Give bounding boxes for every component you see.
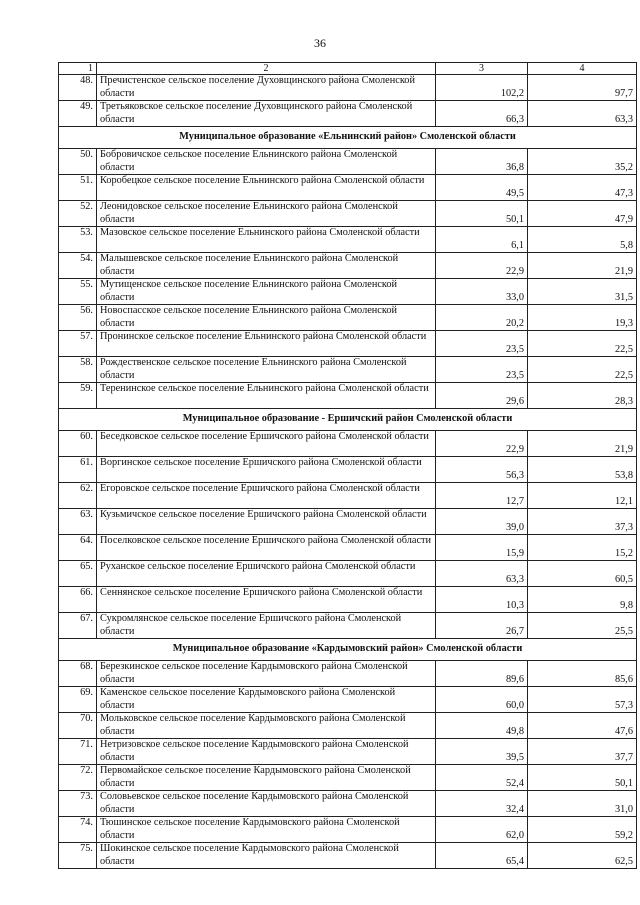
settlement-name: Воргинское сельское поселение Ершичского района Смоленской области (97, 457, 436, 483)
value-col-3: 39,5 (436, 739, 528, 765)
row-number: 71. (59, 739, 97, 765)
value-col-4: 53,8 (528, 457, 637, 483)
table-row (59, 175, 637, 201)
row-number: 60. (59, 431, 97, 457)
header-col-4: 4 (528, 63, 637, 75)
value-col-3: 29,6 (436, 383, 528, 409)
settlement-name: Сукромлянское сельское поселение Ершичского района Смоленской области (97, 613, 436, 639)
value-col-3: 52,4 (436, 765, 528, 791)
value-col-3: 56,3 (436, 457, 528, 483)
table-row (59, 765, 637, 791)
section-title: Муниципальное образование - Ершичский район Смоленской области (59, 409, 637, 431)
value-col-3: 12,7 (436, 483, 528, 509)
row-number: 59. (59, 383, 97, 409)
value-col-3: 60,0 (436, 687, 528, 713)
value-col-4: 15,2 (528, 535, 637, 561)
settlement-name: Тюшинское сельское поселение Кардымовского района Смоленской области (97, 817, 436, 843)
settlement-name: Малышевское сельское поселение Ельнинского района Смоленской области (97, 253, 436, 279)
table-row (59, 535, 637, 561)
value-col-3: 10,3 (436, 587, 528, 613)
value-col-3: 49,5 (436, 175, 528, 201)
value-col-4: 57,3 (528, 687, 637, 713)
value-col-3: 63,3 (436, 561, 528, 587)
table-row (59, 383, 637, 409)
row-number: 73. (59, 791, 97, 817)
value-col-3: 26,7 (436, 613, 528, 639)
table-row (59, 227, 637, 253)
row-number: 62. (59, 483, 97, 509)
value-col-3: 36,8 (436, 149, 528, 175)
table-row (59, 587, 637, 613)
header-col-2: 2 (97, 63, 436, 75)
value-col-4: 22,5 (528, 331, 637, 357)
table-row (59, 201, 637, 227)
table-row (59, 509, 637, 535)
settlement-name: Беседковское сельское поселение Ершичского района Смоленской области (97, 431, 436, 457)
value-col-4: 62,5 (528, 843, 637, 869)
settlement-name: Мазовское сельское поселение Ельнинского района Смоленской области (97, 227, 436, 253)
table-row (59, 613, 637, 639)
value-col-3: 23,5 (436, 331, 528, 357)
value-col-3: 62,0 (436, 817, 528, 843)
table-row (59, 357, 637, 383)
value-col-3: 65,4 (436, 843, 528, 869)
value-col-4: 60,5 (528, 561, 637, 587)
value-col-4: 47,9 (528, 201, 637, 227)
value-col-3: 102,2 (436, 75, 528, 101)
settlement-name: Пречистенское сельское поселение Духовщинского района Смоленской области (97, 75, 436, 101)
settlement-name: Новоспасское сельское поселение Ельнинского района Смоленской области (97, 305, 436, 331)
settlement-name: Леонидовское сельское поселение Ельнинского района Смоленской области (97, 201, 436, 227)
row-number: 55. (59, 279, 97, 305)
row-number: 49. (59, 101, 97, 127)
settlement-name: Шокинское сельское поселение Кардымовского района Смоленской области (97, 843, 436, 869)
value-col-4: 28,3 (528, 383, 637, 409)
row-number: 63. (59, 509, 97, 535)
row-number: 74. (59, 817, 97, 843)
table-row (59, 687, 637, 713)
table-row (59, 791, 637, 817)
row-number: 69. (59, 687, 97, 713)
value-col-4: 97,7 (528, 75, 637, 101)
settlement-name: Рождественское сельское поселение Ельнинского района Смоленской области (97, 357, 436, 383)
value-col-4: 85,6 (528, 661, 637, 687)
settlement-name: Руханское сельское поселение Ершичского района Смоленской области (97, 561, 436, 587)
row-number: 50. (59, 149, 97, 175)
table-row (59, 253, 637, 279)
table-row (59, 739, 637, 765)
value-col-3: 22,9 (436, 253, 528, 279)
row-number: 52. (59, 201, 97, 227)
value-col-3: 49,8 (436, 713, 528, 739)
value-col-4: 35,2 (528, 149, 637, 175)
row-number: 67. (59, 613, 97, 639)
settlement-name: Мольковское сельское поселение Кардымовского района Смоленской области (97, 713, 436, 739)
value-col-4: 59,2 (528, 817, 637, 843)
table-row (59, 561, 637, 587)
settlement-name: Сеннянское сельское поселение Ершичского района Смоленской области (97, 587, 436, 613)
value-col-3: 33,0 (436, 279, 528, 305)
row-number: 61. (59, 457, 97, 483)
table-row (59, 149, 637, 175)
settlement-name: Бобровичское сельское поселение Ельнинского района Смоленской области (97, 149, 436, 175)
value-col-4: 5,8 (528, 227, 637, 253)
value-col-4: 37,3 (528, 509, 637, 535)
value-col-4: 21,9 (528, 431, 637, 457)
value-col-4: 9,8 (528, 587, 637, 613)
value-col-4: 63,3 (528, 101, 637, 127)
table-row (59, 843, 637, 869)
value-col-3: 32,4 (436, 791, 528, 817)
value-col-3: 50,1 (436, 201, 528, 227)
settlement-name: Мутищенское сельское поселение Ельнинского района Смоленской области (97, 279, 436, 305)
settlement-name: Коробецкое сельское поселение Ельнинского района Смоленской области (97, 175, 436, 201)
row-number: 53. (59, 227, 97, 253)
value-col-4: 21,9 (528, 253, 637, 279)
settlement-name: Теренинское сельское поселение Ельнинского района Смоленской области (97, 383, 436, 409)
settlement-name: Соловьевское сельское поселение Кардымовского района Смоленской области (97, 791, 436, 817)
value-col-3: 39,0 (436, 509, 528, 535)
header-col-1: 1 (59, 63, 97, 75)
row-number: 54. (59, 253, 97, 279)
section-header-row (59, 409, 637, 431)
row-number: 51. (59, 175, 97, 201)
table-row (59, 331, 637, 357)
settlement-name: Поселковское сельское поселение Ершичского района Смоленской области (97, 535, 436, 561)
row-number: 72. (59, 765, 97, 791)
value-col-3: 89,6 (436, 661, 528, 687)
value-col-4: 37,7 (528, 739, 637, 765)
table-row (59, 75, 637, 101)
settlement-name: Каменское сельское поселение Кардымовского района Смоленской области (97, 687, 436, 713)
page-number: 36 (314, 36, 326, 50)
row-number: 64. (59, 535, 97, 561)
table-row (59, 305, 637, 331)
row-number: 65. (59, 561, 97, 587)
value-col-4: 31,0 (528, 791, 637, 817)
value-col-4: 22,5 (528, 357, 637, 383)
value-col-4: 12,1 (528, 483, 637, 509)
value-col-4: 50,1 (528, 765, 637, 791)
value-col-3: 20,2 (436, 305, 528, 331)
section-header-row (59, 127, 637, 149)
settlement-name: Пронинское сельское поселение Ельнинского района Смоленской области (97, 331, 436, 357)
value-col-4: 47,6 (528, 713, 637, 739)
table-row (59, 661, 637, 687)
value-col-3: 66,3 (436, 101, 528, 127)
header-col-3: 3 (436, 63, 528, 75)
value-col-4: 19,3 (528, 305, 637, 331)
value-col-4: 31,5 (528, 279, 637, 305)
row-number: 48. (59, 75, 97, 101)
settlement-name: Березкинское сельское поселение Кардымовского района Смоленской области (97, 661, 436, 687)
value-col-3: 23,5 (436, 357, 528, 383)
settlement-name: Егоровское сельское поселение Ершичского района Смоленской области (97, 483, 436, 509)
table-row (59, 101, 637, 127)
settlement-name: Кузьмичское сельское поселение Ершичского района Смоленской области (97, 509, 436, 535)
settlement-name: Первомайское сельское поселение Кардымовского района Смоленской области (97, 765, 436, 791)
section-title: Муниципальное образование «Кардымовский район» Смоленской области (59, 639, 637, 661)
value-col-3: 22,9 (436, 431, 528, 457)
value-col-3: 15,9 (436, 535, 528, 561)
table-row (59, 713, 637, 739)
row-number: 68. (59, 661, 97, 687)
row-number: 58. (59, 357, 97, 383)
value-col-4: 25,5 (528, 613, 637, 639)
table-row (59, 457, 637, 483)
table-row (59, 483, 637, 509)
value-col-3: 6,1 (436, 227, 528, 253)
settlement-name: Нетризовское сельское поселение Кардымовского района Смоленской области (97, 739, 436, 765)
row-number: 66. (59, 587, 97, 613)
row-number: 56. (59, 305, 97, 331)
section-header-row (59, 639, 637, 661)
table-header-row (59, 63, 637, 75)
row-number: 70. (59, 713, 97, 739)
row-number: 57. (59, 331, 97, 357)
settlement-name: Третьяковское сельское поселение Духовщинского района Смоленской области (97, 101, 436, 127)
data-table (58, 62, 637, 869)
table-row (59, 279, 637, 305)
table-row (59, 817, 637, 843)
row-number: 75. (59, 843, 97, 869)
value-col-4: 47,3 (528, 175, 637, 201)
section-title: Муниципальное образование «Ельнинский район» Смоленской области (59, 127, 637, 149)
table-row (59, 431, 637, 457)
